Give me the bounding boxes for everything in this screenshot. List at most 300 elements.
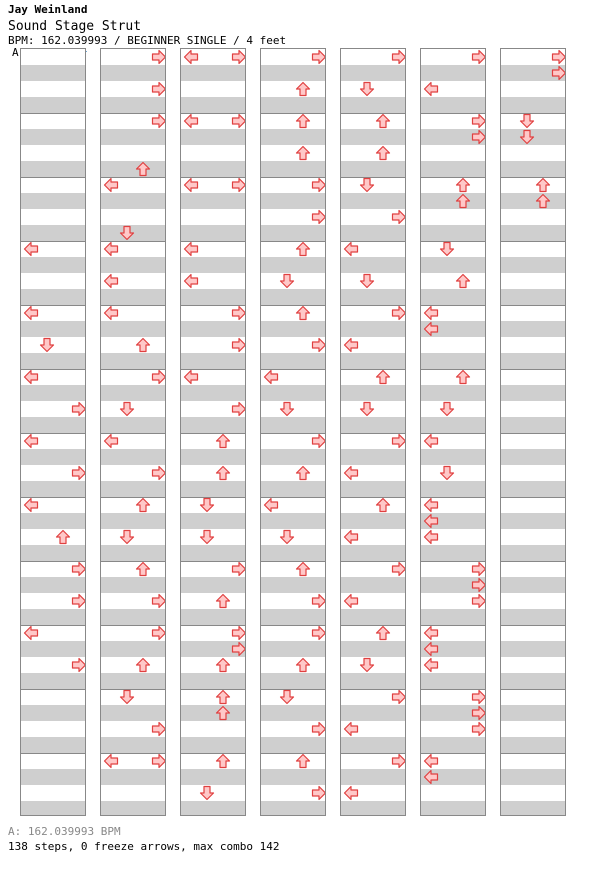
measure-line (501, 625, 565, 626)
beat-band (341, 129, 405, 145)
artist-name: Jay Weinland (8, 3, 88, 16)
measure-line (501, 177, 565, 178)
beat-band (181, 673, 245, 689)
beat-band (101, 257, 165, 273)
beat-band (261, 673, 325, 689)
arrow-right-icon (151, 721, 166, 737)
arrow-left-icon (183, 241, 199, 257)
arrow-down-icon (519, 129, 535, 145)
beat-band (181, 353, 245, 369)
arrow-up-icon (215, 593, 231, 609)
arrow-right-icon (311, 785, 326, 801)
beat-band (181, 481, 245, 497)
arrow-right-icon (311, 177, 326, 193)
arrow-left-icon (343, 529, 359, 545)
beat-band (101, 545, 165, 561)
measure-line (261, 753, 325, 754)
arrow-left-icon (423, 321, 439, 337)
arrow-up-icon (135, 561, 151, 577)
beat-band (101, 705, 165, 721)
arrow-right-icon (231, 337, 246, 353)
beat-band (101, 449, 165, 465)
arrow-up-icon (455, 177, 471, 193)
arrow-left-icon (343, 785, 359, 801)
arrow-left-icon (343, 593, 359, 609)
arrow-right-icon (151, 81, 166, 97)
chart-column (20, 48, 86, 816)
arrow-right-icon (71, 465, 86, 481)
beat-band (261, 289, 325, 305)
arrow-down-icon (119, 689, 135, 705)
beat-band (101, 577, 165, 593)
beat-band (261, 225, 325, 241)
arrow-up-icon (215, 689, 231, 705)
beat-band (261, 353, 325, 369)
beat-band (341, 577, 405, 593)
arrow-left-icon (23, 625, 39, 641)
beat-band (421, 161, 485, 177)
beat-band (261, 769, 325, 785)
beat-band (101, 97, 165, 113)
arrow-right-icon (471, 593, 486, 609)
arrow-up-icon (295, 305, 311, 321)
arrow-left-icon (103, 305, 119, 321)
measure-line (181, 753, 245, 754)
beat-band (21, 129, 85, 145)
beat-band (421, 65, 485, 81)
beat-band (21, 673, 85, 689)
arrow-up-icon (55, 529, 71, 545)
arrow-up-icon (295, 113, 311, 129)
beat-band (181, 193, 245, 209)
beat-band (261, 257, 325, 273)
arrow-left-icon (263, 369, 279, 385)
arrow-left-icon (183, 369, 199, 385)
beat-band (181, 545, 245, 561)
arrow-down-icon (199, 497, 215, 513)
measure-line (261, 241, 325, 242)
arrow-right-icon (231, 641, 246, 657)
arrow-down-icon (279, 529, 295, 545)
arrow-down-icon (359, 177, 375, 193)
beat-band (341, 705, 405, 721)
arrow-right-icon (471, 705, 486, 721)
arrow-right-icon (311, 625, 326, 641)
beat-band (21, 513, 85, 529)
arrow-down-icon (359, 81, 375, 97)
beat-band (21, 353, 85, 369)
beat-band (181, 737, 245, 753)
measure-line (101, 561, 165, 562)
arrow-right-icon (71, 561, 86, 577)
beat-band (101, 129, 165, 145)
arrow-up-icon (295, 657, 311, 673)
beat-band (501, 513, 565, 529)
arrow-left-icon (183, 113, 199, 129)
arrow-down-icon (439, 465, 455, 481)
beat-band (421, 289, 485, 305)
measure-line (341, 369, 405, 370)
measure-line (261, 113, 325, 114)
arrow-down-icon (279, 401, 295, 417)
arrow-up-icon (375, 625, 391, 641)
measure-line (501, 561, 565, 562)
beat-band (101, 321, 165, 337)
arrow-up-icon (295, 81, 311, 97)
beat-band (421, 801, 485, 816)
beat-band (21, 193, 85, 209)
beat-band (181, 161, 245, 177)
beat-band (101, 737, 165, 753)
beat-band (421, 257, 485, 273)
beat-band (101, 417, 165, 433)
beat-band (421, 417, 485, 433)
arrow-right-icon (391, 689, 406, 705)
beat-band (341, 161, 405, 177)
measure-line (501, 369, 565, 370)
arrow-right-icon (311, 49, 326, 65)
arrow-right-icon (391, 753, 406, 769)
beat-band (261, 801, 325, 816)
arrow-right-icon (151, 113, 166, 129)
beat-band (261, 417, 325, 433)
measure-line (101, 497, 165, 498)
measure-line (181, 433, 245, 434)
arrow-right-icon (551, 65, 566, 81)
arrow-up-icon (135, 497, 151, 513)
beat-band (421, 97, 485, 113)
arrow-right-icon (231, 49, 246, 65)
arrow-right-icon (391, 433, 406, 449)
arrow-up-icon (295, 145, 311, 161)
arrow-left-icon (183, 177, 199, 193)
arrow-left-icon (423, 657, 439, 673)
beat-band (501, 769, 565, 785)
beat-band (421, 449, 485, 465)
arrow-right-icon (391, 305, 406, 321)
song-title: Sound Stage Strut (8, 19, 142, 34)
arrow-right-icon (391, 49, 406, 65)
beat-band (501, 737, 565, 753)
beat-band (261, 161, 325, 177)
arrow-right-icon (311, 433, 326, 449)
beat-band (261, 65, 325, 81)
beat-band (341, 481, 405, 497)
arrow-up-icon (375, 497, 391, 513)
beat-band (421, 225, 485, 241)
measure-line (421, 177, 485, 178)
arrow-right-icon (71, 593, 86, 609)
beat-band (261, 737, 325, 753)
beat-band (21, 737, 85, 753)
beat-band (341, 545, 405, 561)
arrow-left-icon (343, 465, 359, 481)
beat-band (181, 257, 245, 273)
arrow-right-icon (311, 593, 326, 609)
chart-stats: 138 steps, 0 freeze arrows, max combo 142 (8, 840, 280, 853)
arrow-left-icon (103, 753, 119, 769)
arrow-up-icon (455, 273, 471, 289)
chart-column (100, 48, 166, 816)
measure-line (21, 113, 85, 114)
beat-band (501, 609, 565, 625)
beat-band (181, 417, 245, 433)
arrow-left-icon (343, 337, 359, 353)
arrow-down-icon (359, 657, 375, 673)
beat-band (101, 673, 165, 689)
arrow-right-icon (231, 401, 246, 417)
beat-band (261, 481, 325, 497)
beat-band (501, 417, 565, 433)
beat-band (341, 65, 405, 81)
arrow-left-icon (103, 177, 119, 193)
arrow-right-icon (231, 625, 246, 641)
arrow-right-icon (151, 369, 166, 385)
arrow-right-icon (151, 625, 166, 641)
beat-band (181, 801, 245, 816)
measure-line (501, 305, 565, 306)
beat-band (341, 321, 405, 337)
beat-band (101, 385, 165, 401)
beat-band (501, 225, 565, 241)
arrow-up-icon (215, 705, 231, 721)
arrow-right-icon (151, 593, 166, 609)
beat-band (261, 129, 325, 145)
bpm-marker-label: A (12, 46, 19, 59)
beat-band (501, 449, 565, 465)
beat-band (101, 513, 165, 529)
beat-band (341, 353, 405, 369)
arrow-up-icon (215, 753, 231, 769)
beat-band (501, 673, 565, 689)
beat-band (21, 481, 85, 497)
beat-band (21, 801, 85, 816)
arrow-down-icon (119, 401, 135, 417)
arrow-right-icon (311, 209, 326, 225)
arrow-up-icon (135, 161, 151, 177)
beat-band (21, 65, 85, 81)
chart-column (420, 48, 486, 816)
beat-band (21, 449, 85, 465)
chart-column (500, 48, 566, 816)
arrow-up-icon (295, 561, 311, 577)
arrow-right-icon (471, 561, 486, 577)
arrow-right-icon (391, 561, 406, 577)
arrow-up-icon (215, 433, 231, 449)
beat-band (421, 545, 485, 561)
arrow-right-icon (471, 49, 486, 65)
beat-band (181, 705, 245, 721)
beat-band (341, 449, 405, 465)
beat-band (341, 609, 405, 625)
beat-band (261, 321, 325, 337)
beat-band (101, 193, 165, 209)
beat-band (101, 161, 165, 177)
beat-band (21, 417, 85, 433)
measure-line (341, 497, 405, 498)
beat-band (101, 801, 165, 816)
measure-line (501, 433, 565, 434)
beat-band (101, 641, 165, 657)
beat-band (421, 193, 485, 209)
beat-band (181, 609, 245, 625)
arrow-right-icon (311, 337, 326, 353)
beat-band (101, 609, 165, 625)
arrow-right-icon (231, 305, 246, 321)
beat-band (501, 161, 565, 177)
beat-band (181, 769, 245, 785)
measure-line (261, 561, 325, 562)
measure-line (261, 305, 325, 306)
arrow-up-icon (215, 465, 231, 481)
measure-line (501, 497, 565, 498)
arrow-left-icon (423, 81, 439, 97)
beat-band (501, 577, 565, 593)
arrow-right-icon (231, 177, 246, 193)
arrow-left-icon (423, 305, 439, 321)
beat-band (261, 385, 325, 401)
chart-column (340, 48, 406, 816)
beat-band (501, 705, 565, 721)
beat-band (101, 481, 165, 497)
arrow-down-icon (199, 529, 215, 545)
beat-band (341, 513, 405, 529)
beat-band (261, 705, 325, 721)
measure-line (341, 625, 405, 626)
beat-band (501, 801, 565, 816)
arrow-right-icon (231, 113, 246, 129)
arrow-left-icon (103, 273, 119, 289)
arrow-right-icon (71, 657, 86, 673)
beat-band (181, 65, 245, 81)
beat-band (21, 225, 85, 241)
beat-band (341, 225, 405, 241)
beat-band (421, 385, 485, 401)
beat-band (421, 481, 485, 497)
beat-band (501, 481, 565, 497)
beat-band (101, 289, 165, 305)
beat-band (421, 737, 485, 753)
arrow-left-icon (343, 721, 359, 737)
beat-band (341, 289, 405, 305)
beat-band (181, 385, 245, 401)
arrow-left-icon (423, 769, 439, 785)
beat-band (181, 129, 245, 145)
bpm-difficulty-line: BPM: 162.039993 / BEGINNER SINGLE / 4 feet (8, 34, 287, 47)
beat-band (501, 641, 565, 657)
arrow-up-icon (135, 337, 151, 353)
beat-band (421, 609, 485, 625)
arrow-down-icon (439, 401, 455, 417)
beat-band (21, 289, 85, 305)
beat-band (341, 801, 405, 816)
arrow-right-icon (471, 577, 486, 593)
beat-band (21, 545, 85, 561)
arrow-down-icon (199, 785, 215, 801)
beat-band (101, 353, 165, 369)
measure-line (21, 753, 85, 754)
beat-band (181, 577, 245, 593)
arrow-right-icon (151, 465, 166, 481)
measure-line (421, 369, 485, 370)
arrow-left-icon (183, 273, 199, 289)
beat-band (341, 737, 405, 753)
arrow-right-icon (71, 401, 86, 417)
beat-band (501, 385, 565, 401)
beat-band (341, 417, 405, 433)
arrow-left-icon (103, 433, 119, 449)
beat-band (501, 97, 565, 113)
beat-band (181, 225, 245, 241)
beat-band (421, 673, 485, 689)
beat-band (181, 449, 245, 465)
chart-column (260, 48, 326, 816)
beat-band (261, 449, 325, 465)
beat-band (341, 769, 405, 785)
measure-line (181, 689, 245, 690)
beat-band (181, 289, 245, 305)
beat-band (101, 769, 165, 785)
beat-band (21, 97, 85, 113)
arrow-left-icon (423, 433, 439, 449)
arrow-right-icon (391, 209, 406, 225)
arrow-down-icon (439, 241, 455, 257)
arrow-up-icon (295, 465, 311, 481)
measure-line (21, 177, 85, 178)
beat-band (501, 545, 565, 561)
arrow-right-icon (471, 721, 486, 737)
measure-line (501, 689, 565, 690)
arrow-down-icon (519, 113, 535, 129)
arrow-right-icon (151, 49, 166, 65)
arrow-left-icon (423, 641, 439, 657)
arrow-left-icon (23, 497, 39, 513)
beat-band (341, 673, 405, 689)
beat-band (21, 321, 85, 337)
arrow-up-icon (375, 145, 391, 161)
arrow-down-icon (119, 529, 135, 545)
arrow-left-icon (423, 529, 439, 545)
arrow-right-icon (231, 561, 246, 577)
beat-band (181, 97, 245, 113)
beat-band (261, 577, 325, 593)
arrow-left-icon (23, 305, 39, 321)
beat-band (501, 321, 565, 337)
measure-line (341, 113, 405, 114)
arrow-right-icon (551, 49, 566, 65)
arrow-right-icon (471, 129, 486, 145)
arrow-up-icon (455, 369, 471, 385)
arrow-left-icon (23, 241, 39, 257)
arrow-left-icon (23, 369, 39, 385)
arrow-right-icon (471, 113, 486, 129)
arrow-right-icon (151, 753, 166, 769)
beat-band (341, 193, 405, 209)
arrow-down-icon (279, 273, 295, 289)
beat-band (341, 385, 405, 401)
arrow-left-icon (23, 433, 39, 449)
arrow-up-icon (375, 113, 391, 129)
arrow-left-icon (183, 49, 199, 65)
measure-line (21, 689, 85, 690)
beat-band (261, 97, 325, 113)
arrow-left-icon (423, 513, 439, 529)
beat-band (21, 705, 85, 721)
beat-band (501, 257, 565, 273)
beat-band (261, 513, 325, 529)
measure-line (501, 241, 565, 242)
arrow-left-icon (423, 625, 439, 641)
